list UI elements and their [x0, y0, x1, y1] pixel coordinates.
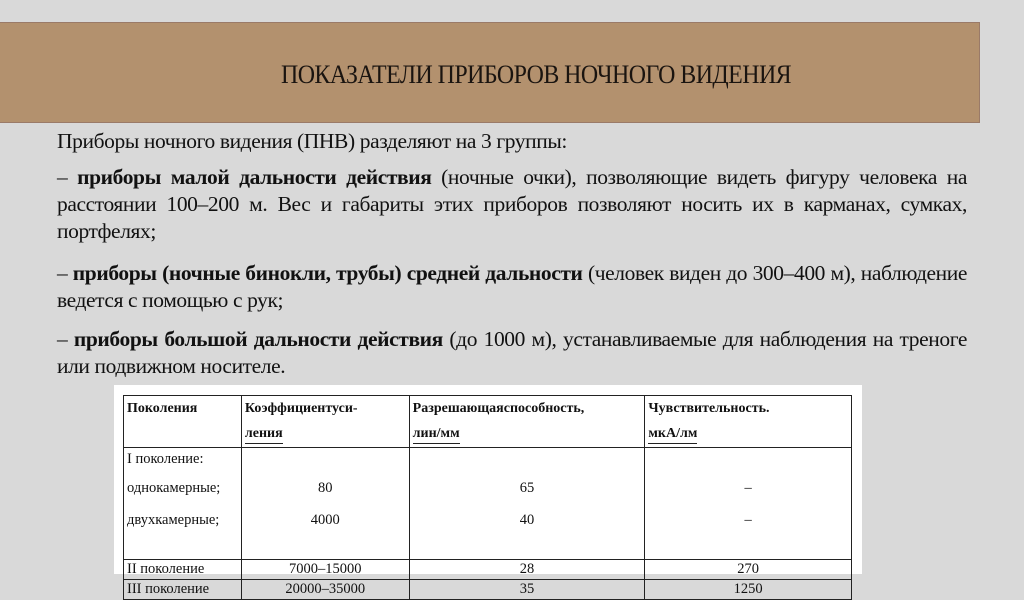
group-title: приборы малой дальности действия [77, 165, 432, 189]
group-description: (ночные очки), позволяющие видеть фигуру человека на расстоянии 100–200 м. Вес и габариты этих приборов позволяют носить их в карманах, сумках, портфелях; [57, 165, 968, 243]
slide-title: ПОКАЗАТЕЛИ ПРИБОРОВ НОЧНОГО ВИДЕНИЯ [280, 60, 792, 89]
group-title: приборы (ночные бинокли, трубы) средней дальности [72, 261, 583, 285]
group-description: (человек виден до 300–400 м), наблюдение ведется с помощью с рук; [57, 261, 967, 312]
header-gain: Коэффициентуси- ления [241, 396, 409, 448]
generations-table-image [114, 385, 862, 597]
cell-sensitivity: 1250 [645, 580, 852, 600]
cell-gain: 20000–35000 [241, 580, 409, 600]
table-row [124, 580, 852, 600]
group-medium-range [57, 260, 967, 314]
header-resolution: Разрешающаяспособность, лин/мм [409, 396, 645, 448]
group-title: приборы большой дальности действия [73, 327, 443, 351]
cell-resolution: 35 [409, 580, 645, 600]
generations-table [123, 395, 852, 600]
cell-generation: III поколение [124, 580, 242, 600]
group-short-range [57, 164, 967, 245]
cell-gain: 80 4000 [241, 448, 409, 560]
table-header-row [124, 396, 852, 448]
intro-paragraph: Приборы ночного видения (ПНВ) разделяют на 3 группы: [57, 129, 567, 153]
header-generation: Поколения [124, 396, 242, 448]
bullet-dash: – [57, 327, 74, 351]
bullet-dash: – [57, 261, 73, 285]
cell-generation: I поколение: однокамерные; двухкамерные; [124, 448, 242, 560]
table-row [124, 560, 852, 580]
cell-sensitivity: – – [645, 448, 852, 560]
cell-resolution: 65 40 [409, 448, 645, 560]
cell-gain: 7000–15000 [241, 560, 409, 580]
cell-generation: II поколение [124, 560, 242, 580]
cell-sensitivity: 270 [645, 560, 852, 580]
bullet-dash: – [57, 165, 78, 189]
cell-resolution: 28 [409, 560, 645, 580]
group-description: (до 1000 м), устанавливаемые для наблюдения на треноге или подвижном носителе. [57, 327, 967, 378]
group-long-range [57, 326, 967, 380]
table-row [124, 448, 852, 560]
header-sensitivity: Чувствительность. мкА/лм [645, 396, 852, 448]
